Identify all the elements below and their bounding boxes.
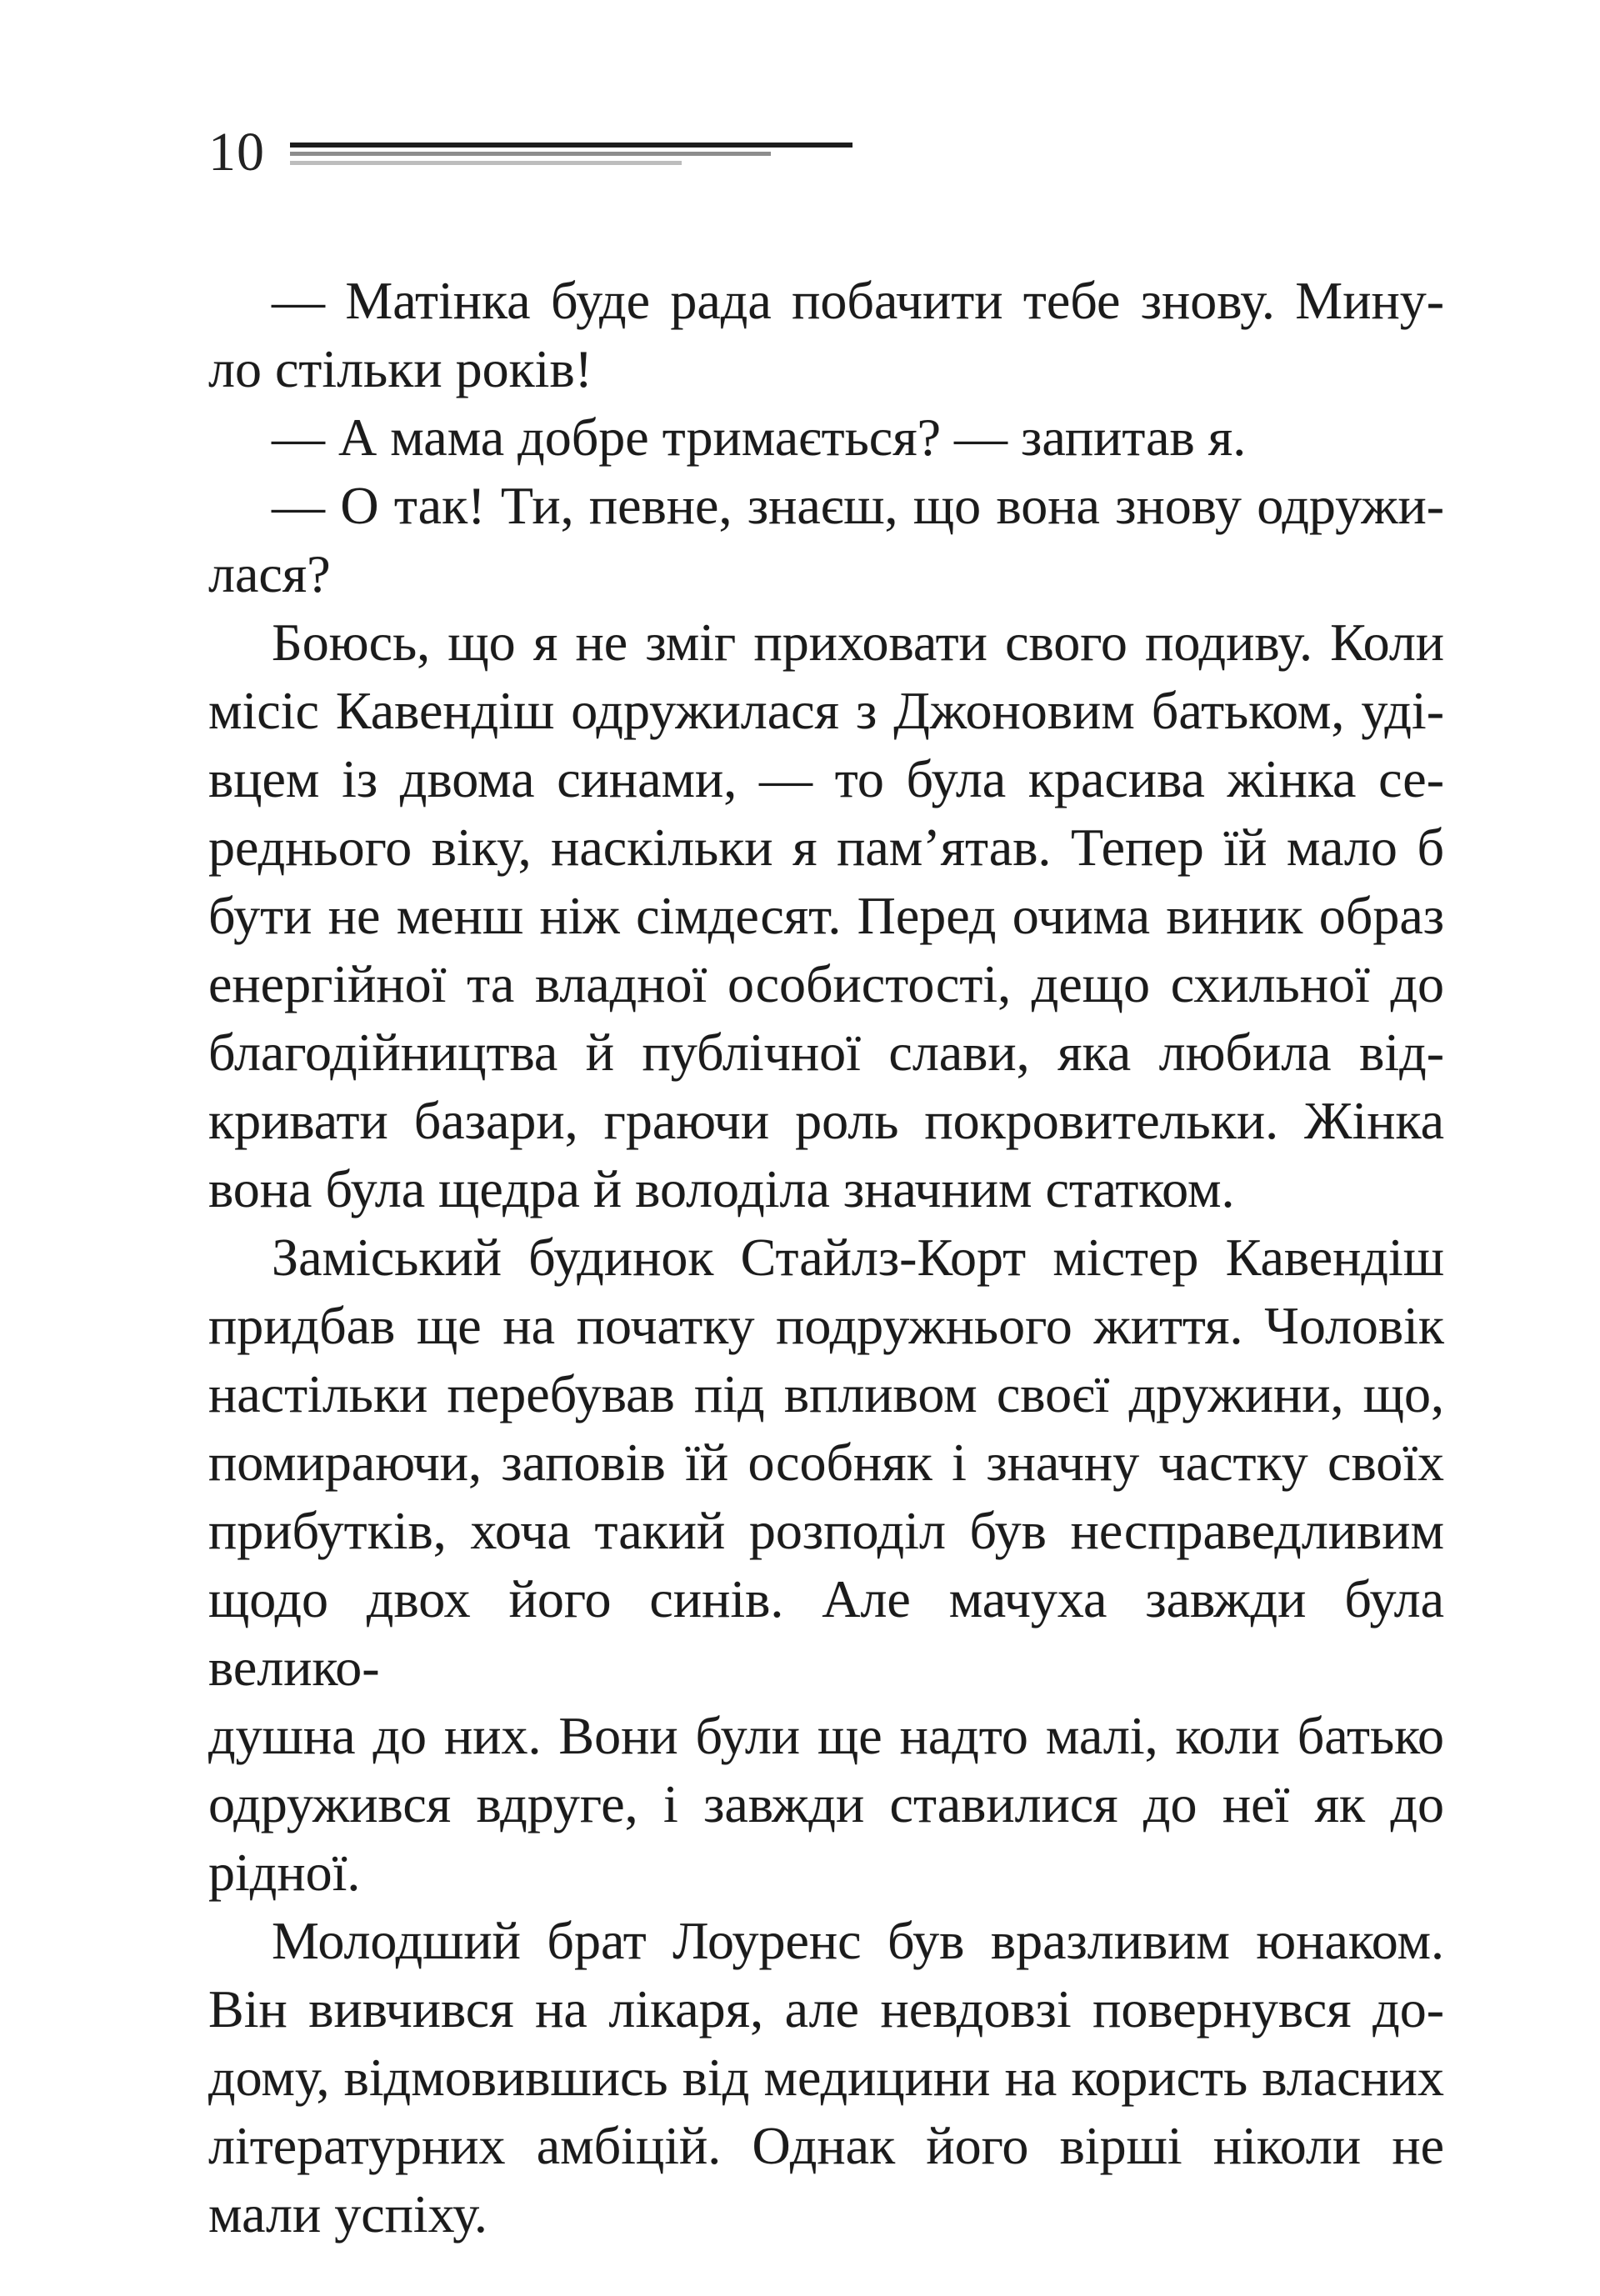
text-line: настільки перебував під впливом своєї дружини, що, — [208, 1364, 1444, 1423]
paragraph — [208, 267, 1444, 403]
text-line: кривати базари, граючи роль покровительки. Жінка — [208, 1091, 1444, 1150]
text-line: придбав ще на початку подружнього життя. Чоловік — [208, 1296, 1444, 1355]
text-line: одружився вдруге, і завжди ставилися до неї як до рідної. — [208, 1774, 1444, 1902]
paragraph — [208, 403, 1444, 472]
text-line: Молодший брат Лоуренс був вразливим юнаком. — [272, 1911, 1444, 1970]
rule-line-dark — [290, 143, 852, 148]
text-line: благодійництва й публічної слави, яка любила від- — [208, 1023, 1444, 1082]
text-line: ло стільки років! — [208, 339, 592, 398]
text-line: — О так! Ти, певне, знаєш, що вона знову одружи- — [272, 476, 1444, 535]
text-line: Заміський будинок Стайлз-Корт містер Кавендіш — [272, 1228, 1444, 1287]
text-line: енергійної та владної особистості, дещо схильної до — [208, 954, 1444, 1013]
text-line: Боюсь, що я не зміг приховати свого подиву. Коли — [272, 613, 1444, 672]
text-line: лася? — [208, 544, 331, 603]
paragraph — [208, 1907, 1444, 2248]
text-line: мали успіху. — [208, 2184, 488, 2243]
text-line: прибутків, хоча такий розподіл був несправедливим — [208, 1501, 1444, 1560]
text-line: вона була щедра й володіла значним статком. — [208, 1159, 1235, 1218]
text-line: дому, відмовившись від медицини на користь власних — [208, 2048, 1444, 2107]
text-line: — А мама добре тримається? — запитав я. — [272, 408, 1247, 467]
text-line: Він вивчився на лікаря, але невдовзі повернувся до- — [208, 1979, 1444, 2038]
rule-line-light — [290, 161, 682, 165]
header-rule — [290, 143, 852, 165]
page-number: 10 — [208, 122, 265, 183]
text-line: літературних амбіцій. Однак його вірші ніколи не — [208, 2116, 1444, 2175]
paragraph — [208, 1223, 1444, 1907]
text-line: місіс Кавендіш одружилася з Джоновим батьком, уді- — [208, 681, 1444, 740]
text-line: вцем із двома синами, — то була красива жінка се- — [208, 749, 1444, 808]
text-line: бути не менш ніж сімдесят. Перед очима виник образ — [208, 886, 1444, 945]
text-line: реднього віку, наскільки я пам’ятав. Тепер їй мало б — [208, 818, 1444, 877]
rule-line-gray — [290, 152, 771, 156]
paragraph — [208, 608, 1444, 1223]
text-line: щодо двох його синів. Але мачуха завжди була велико- — [208, 1569, 1444, 1697]
text-line: душна до них. Вони були ще надто малі, коли батько — [208, 1706, 1444, 1765]
text-line: помираючи, заповів їй особняк і значну частку своїх — [208, 1433, 1444, 1492]
body-text — [208, 267, 1444, 2248]
paragraph — [208, 472, 1444, 608]
text-line: — Матінка буде рада побачити тебе знову. Мину- — [272, 271, 1444, 330]
